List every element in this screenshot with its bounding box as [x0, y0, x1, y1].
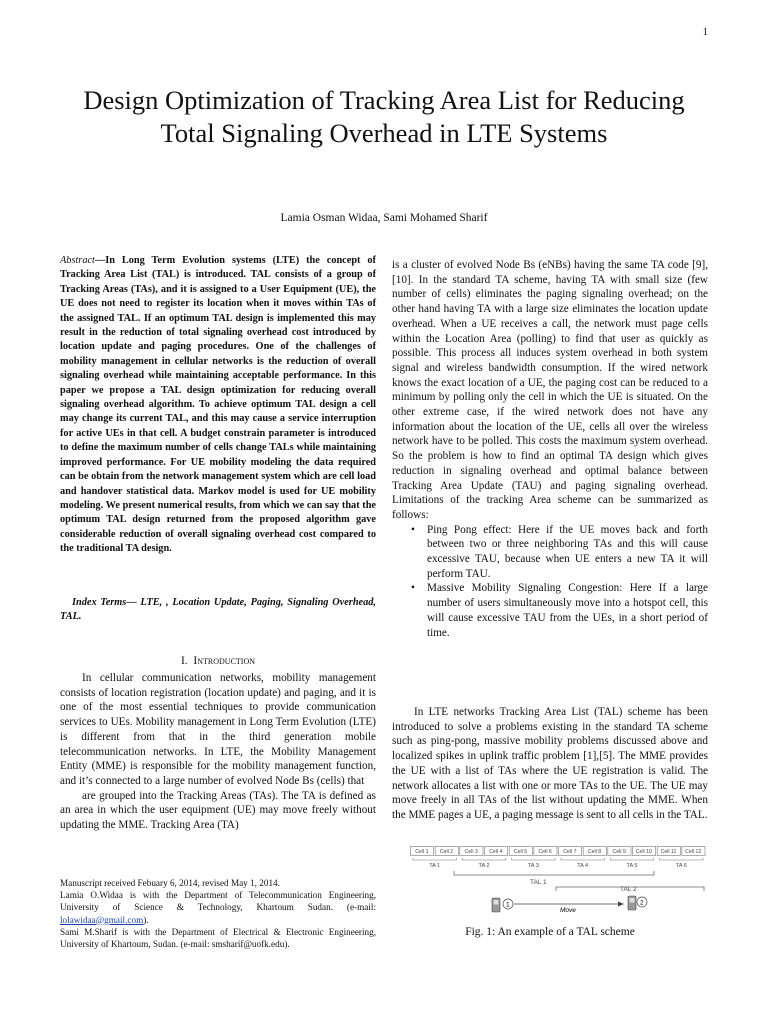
- figure-caption: Fig. 1: An example of a TAL scheme: [465, 926, 635, 938]
- abstract-text: —In Long Term Evolution systems (LTE) the concept of Tracking Area List (TAL) is introduced. TAL consists of a group of Tracking Areas (TAs), and it is assigned to a User Equipment (UE), the UE does not need to register its location when it moves within TAs of the assigned TAL. If an optimum TAL design is implemented this may result in the reduction of total signaling overhead cost introduced by location update and paging procedures. One of the challenges of mobility management in cellular networks is the reduction of overall signaling overhead while maintaining acceptable performance. In this paper we propose a TAL design optimization for reducing overall signaling overhead algorithm. To achieve optimum TAL design a cell may change its current TAL, and this may cause a service interruption for active UEs in that cell. A budget constrain parameter is introduced to define the maximum number of cells change TALs while maintaining improved performance. For UE mobility modeling the data required can be obtain from the network management system which are cell load and handover statistical data. Markov model is used for UE mobility modeling. We present numerical results, from which we can say that the optimum TAL design returned from the proposed algorithm gave considerable reduction of overall signaling overhead cost compared to the traditional TA design.: [60, 255, 376, 555]
- list-item: • Massive Mobility Signaling Congestion: Here If a large number of users simultaneously move into a hotspot cell, this will cause excessive TAU from the UEs, in a short period of time.: [427, 581, 708, 640]
- move-arrowhead: [618, 902, 624, 907]
- list-item: • Ping Pong effect: Here if the UE moves back and forth between two or three neighboring TAs and this will cause excessive TAU, because when UE enters a new TA it will perform TAU.: [427, 523, 708, 582]
- ue-phone-2-icon: [628, 896, 636, 910]
- cell-label: Cell 12: [685, 849, 702, 856]
- footnote: [60, 877, 376, 950]
- cell-label: Cell 2: [439, 849, 454, 856]
- tal-paragraph: In LTE networks Tracking Area List (TAL) scheme has been introduced to solve a problems existing in the standard TA scheme such as ping-pong, massive mobility problems discussed above and localized spikes in uplink traffic problem [1],[5]. The MME provides the UE with a list of TAs where the UE registration is valid. The network allocates a list with one or more TAs to the UE. The UE may move freely in all TAs of the list without updating the MME. When the MME pages a UE, a paging message is sent to all cells in the TAL.: [392, 706, 708, 821]
- intro-text: [60, 671, 376, 833]
- cell-label: Cell 11: [660, 849, 677, 856]
- ta-label: TA 6: [675, 863, 687, 869]
- ta-label: TA 3: [527, 863, 539, 869]
- footnote-author1-text: Lamia O.Widaa is with the Department of Telecommunication Engineering, University of Science & Technology, Khartoum Sudan. (e-mail:: [60, 890, 376, 913]
- tal2-bracket: [556, 886, 704, 893]
- section-title: Introduction: [193, 655, 256, 667]
- limitations-list: [392, 523, 708, 641]
- marker-1-label: 1: [506, 901, 510, 909]
- footnote-author1: [60, 889, 376, 926]
- index-terms-lead: Index Terms: [72, 597, 127, 608]
- ta-bracket: [512, 858, 555, 860]
- tal-scheme-figure: [410, 846, 706, 930]
- index-terms-text: — LTE, , Location Update, Paging, Signaling Overhead, TAL.: [60, 597, 376, 623]
- footnote-author1-end: ).: [143, 914, 149, 925]
- paper-title: Design Optimization of Tracking Area List for Reducing Total Signaling Overhead in LTE Systems: [83, 85, 685, 148]
- ta-bracket: [660, 858, 703, 860]
- footnote-author2: Sami M.Sharif is with the Department of Electrical & Electronic Engineering, University of Khartoum, Sudan. (e-mail: smsharif@uofk.edu).: [60, 926, 376, 950]
- cell-label: Cell 10: [635, 849, 652, 856]
- ue-phone-1-icon: [492, 898, 500, 912]
- cells-row: [411, 847, 706, 856]
- cell-label: Cell 5: [513, 849, 528, 856]
- marker-2-label: 2: [640, 899, 644, 907]
- abstract-lead: Abstract: [60, 255, 95, 266]
- section-numeral: I.: [180, 655, 188, 667]
- tal1-bracket: [454, 871, 654, 886]
- ta-row: [413, 858, 703, 869]
- move-label: Move: [560, 907, 576, 914]
- right-column-text: [392, 258, 708, 640]
- abstract: [60, 254, 376, 557]
- authors: Lamia Osman Widaa, Sami Mohamed Sharif: [280, 212, 488, 224]
- ta-label: TA 4: [577, 863, 589, 869]
- cell-label: Cell 3: [464, 849, 478, 856]
- cell-label: Cell 7: [563, 849, 577, 856]
- ta-bracket: [561, 858, 604, 860]
- right-paragraph-1: is a cluster of evolved Node Bs (eNBs) having the same TA code [9],[10]. In the standard TA scheme, having TA with small size (few number of cells) eliminates the paging signaling overhead; on the other hand having TA with a large size eliminates the location update overhead. When a UE receives a call, the network must page cells within the Location Area (polling) to find that user as quickly as possible. This process all induces system overhead in both system signal and wireless bandwidth consumption. If the wired network knows the exact location of a UE, the paging cost can be reduced to a minimum by polling only the cell in which the UE is situated. On the other extreme case, if the wired network does not have any information about the location of the UE, cells all over the wireless network have to be polled. This costs the maximum system overhead. So the problem is how to find an optimal TA design which gives reduction in signaling overhead and optimal balance between Tracking Area Update (TAU) and paging signaling overhead. Limitations of the tracking Area scheme can be summarized as follows:: [392, 259, 708, 521]
- author1-email-link[interactable]: lolawidaa@gmail.com: [60, 914, 144, 925]
- cell-label: Cell 9: [612, 849, 626, 856]
- section-heading: [60, 655, 376, 667]
- cell-label: Cell 1: [415, 849, 429, 856]
- ta-bracket: [413, 858, 456, 860]
- index-terms: [60, 596, 376, 625]
- ta-bracket: [462, 858, 505, 860]
- ta-label: TA 1: [429, 863, 441, 869]
- page-number: 1: [702, 26, 708, 38]
- intro-paragraph-1: In cellular communication networks, mobility management consists of location registration (location update) and paging, and it is one of the most essential techniques to provide communication services to UEs. Mobility management in Long Term Evolution (LTE) is different from that in the third generation mobile telecommunication networks. In LTE, the Mobility Management Entity (MME) is responsible for the mobility management function, and it’s connected to a large number of evolved Node Bs (cells) that: [60, 672, 376, 787]
- ta-bracket: [610, 858, 653, 860]
- tal2-label: TAL 2: [620, 886, 637, 893]
- cell-label: Cell 8: [587, 849, 602, 856]
- footnote-received: Manuscript received Febuary 6, 2014, revised May 1, 2014.: [60, 878, 280, 888]
- tal1-label: TAL 1: [530, 879, 547, 886]
- cell-label: Cell 6: [538, 849, 552, 856]
- ta-label: TA 2: [478, 863, 490, 869]
- intro-paragraph-2: are grouped into the Tracking Areas (TAs). The TA is defined as an area in which the user equipment (UE) may move freely without updating the MME. Tracking Area (TA): [60, 789, 376, 832]
- ta-label: TA 5: [626, 863, 638, 869]
- cell-label: Cell 4: [489, 849, 503, 856]
